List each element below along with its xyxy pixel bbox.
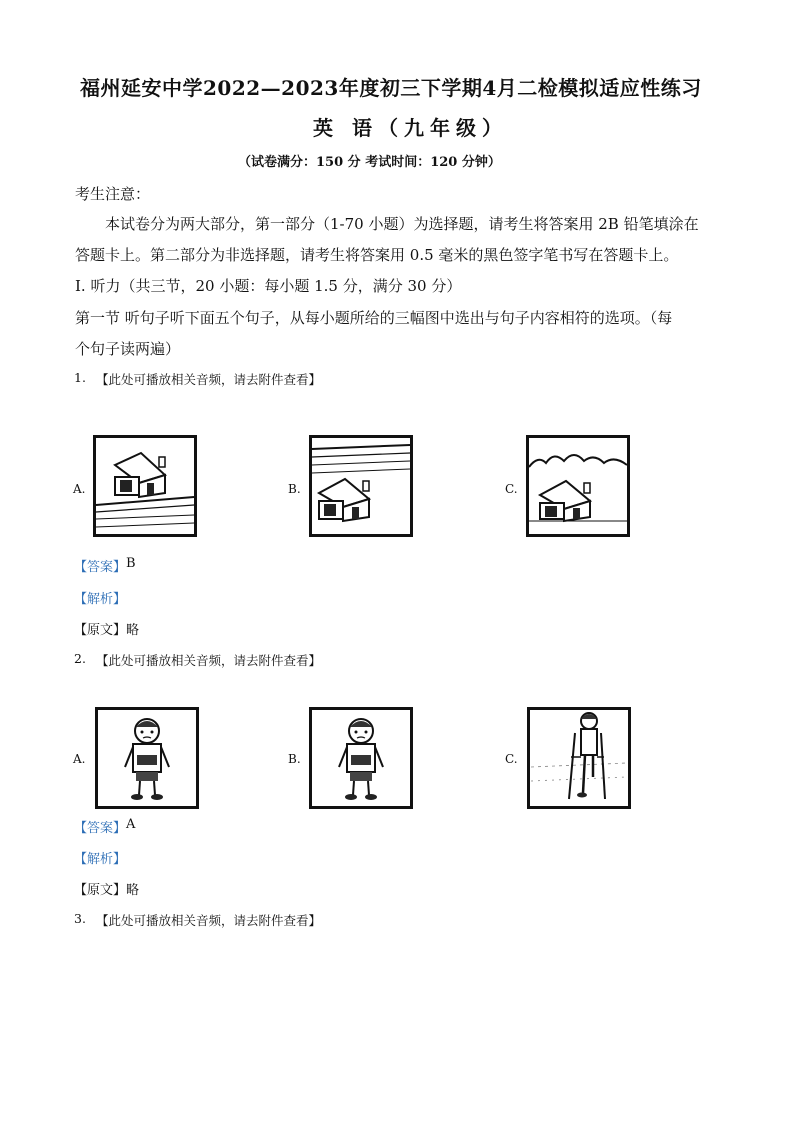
question-1-number: 1. <box>74 370 86 385</box>
q1-original-label: 【原文】 <box>74 623 127 638</box>
notice-line-1: 本试卷分为两大部分，第一部分（1-70 小题）为选择题，请考生将答案用 2B 铅笔填涂在 <box>105 215 699 233</box>
q1-option-b-label: B. <box>288 482 301 496</box>
question-3-number: 3. <box>74 911 86 926</box>
q2-option-b-image <box>309 707 413 809</box>
q1-option-b-image <box>309 435 413 537</box>
q2-option-a-label: A. <box>73 752 86 766</box>
exam-meta: （试卷满分：150 分 考试时间：120 分钟） <box>238 155 501 170</box>
page-title: 福州延安中学2022—2023年度初三下学期4月二检模拟适应性练习 <box>80 76 702 100</box>
notice-heading: 考生注意： <box>75 185 151 203</box>
q2-analysis-label: 【解析】 <box>74 852 127 867</box>
q1-original-value: 略 <box>126 623 140 638</box>
q2-answer-value: A <box>126 817 136 832</box>
q2-option-c-image <box>527 707 631 809</box>
notice-line-2: 答题卡上。第二部分为非选择题，请考生将答案用 0.5 毫米的黑色签字笔书写在答题卡上。 <box>75 246 679 264</box>
q2-original-label: 【原文】 <box>74 883 127 898</box>
part1-instructions-line-2: 个句子读两遍） <box>75 340 181 358</box>
q2-option-a-image <box>95 707 199 809</box>
q1-option-a-label: A. <box>73 482 86 496</box>
q2-answer-label: 【答案】 <box>74 821 127 836</box>
part1-instructions-line-1: 第一节 听句子听下面五个句子，从每小题所给的三幅图中选出与句子内容相符的选项。（每 <box>75 309 673 327</box>
section-title: Ⅰ. 听力（共三节，20 小题：每小题 1.5 分，满分 30 分） <box>75 277 462 295</box>
q1-option-c-label: C. <box>505 482 518 496</box>
question-1-audio-prompt[interactable]: 【此处可播放相关音频，请去附件查看】 <box>96 372 322 387</box>
q1-answer-value: B <box>126 556 136 571</box>
question-3-audio-prompt[interactable]: 【此处可播放相关音频，请去附件查看】 <box>96 913 322 928</box>
q1-answer-label: 【答案】 <box>74 560 127 575</box>
q2-option-b-label: B. <box>288 752 301 766</box>
q1-analysis-label: 【解析】 <box>74 592 127 607</box>
q2-option-c-label: C. <box>505 752 518 766</box>
q1-option-a-image <box>93 435 197 537</box>
page-subtitle: 英 语（九年级） <box>313 116 508 140</box>
question-2-audio-prompt[interactable]: 【此处可播放相关音频，请去附件查看】 <box>96 653 322 668</box>
q1-option-c-image <box>526 435 630 537</box>
q2-original-value: 略 <box>126 883 140 898</box>
question-2-number: 2. <box>74 651 86 666</box>
